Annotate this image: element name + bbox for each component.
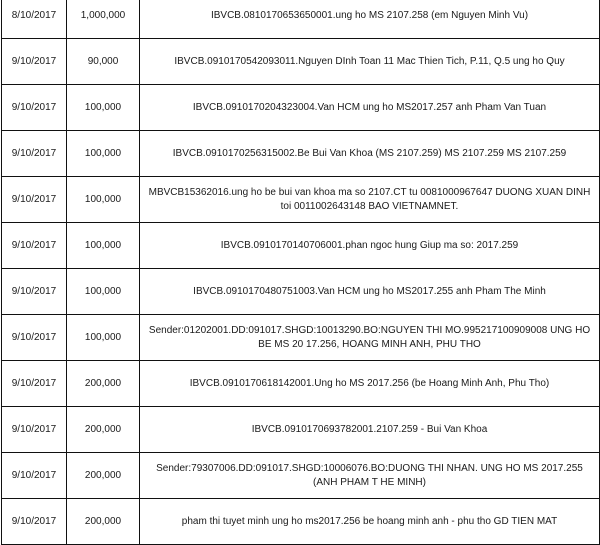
description-cell: Sender:01202001.DD:091017.SHGD:10013290.BO:NGUYEN THI MO.995217100909008 UNG HO BE MS 20 17.256, HOANG MINH ANH, PHU THO	[140, 315, 600, 361]
table-row	[2, 361, 600, 407]
description-cell: IBVCB.0910170480751003.Van HCM ung ho MS2017.255 anh Pham The Minh	[140, 269, 600, 315]
amount-cell: 200,000	[67, 499, 140, 545]
amount-cell: 200,000	[67, 361, 140, 407]
description-cell: IBVCB.0910170140706001.phan ngoc hung Giup ma so: 2017.259	[140, 223, 600, 269]
table-row	[2, 0, 600, 39]
amount-cell: 100,000	[67, 131, 140, 177]
amount-cell: 100,000	[67, 223, 140, 269]
description-cell: MBVCB15362016.ung ho be bui van khoa ma so 2107.CT tu 0081000967647 DUONG XUAN DINH toi 0011002643148 BAO VIETNAMNET.	[140, 177, 600, 223]
amount-cell: 1,000,000	[67, 0, 140, 39]
donation-table-body	[2, 0, 600, 545]
amount-cell: 100,000	[67, 85, 140, 131]
table-row	[2, 499, 600, 545]
description-cell: IBVCB.0810170653650001.ung ho MS 2107.258 (em Nguyen Minh Vu)	[140, 0, 600, 39]
description-cell: IBVCB.0910170256315002.Be Bui Van Khoa (MS 2107.259) MS 2107.259 MS 2107.259	[140, 131, 600, 177]
amount-cell: 90,000	[67, 39, 140, 85]
amount-cell: 200,000	[67, 453, 140, 499]
table-row	[2, 39, 600, 85]
amount-cell: 100,000	[67, 177, 140, 223]
table-row	[2, 269, 600, 315]
table-row	[2, 407, 600, 453]
date-cell: 9/10/2017	[2, 453, 67, 499]
amount-cell: 100,000	[67, 315, 140, 361]
table-row	[2, 85, 600, 131]
description-cell: IBVCB.0910170204323004.Van HCM ung ho MS2017.257 anh Pham Van Tuan	[140, 85, 600, 131]
date-cell: 9/10/2017	[2, 223, 67, 269]
table-row	[2, 315, 600, 361]
date-cell: 9/10/2017	[2, 315, 67, 361]
date-cell: 8/10/2017	[2, 0, 67, 39]
date-cell: 9/10/2017	[2, 39, 67, 85]
description-cell: IBVCB.0910170542093011.Nguyen DInh Toan 11 Mac Thien Tich, P.11, Q.5 ung ho Quy	[140, 39, 600, 85]
table-row	[2, 131, 600, 177]
table-row	[2, 223, 600, 269]
date-cell: 9/10/2017	[2, 85, 67, 131]
date-cell: 9/10/2017	[2, 361, 67, 407]
table-row	[2, 453, 600, 499]
amount-cell: 200,000	[67, 407, 140, 453]
date-cell: 9/10/2017	[2, 499, 67, 545]
table-row	[2, 177, 600, 223]
amount-cell: 100,000	[67, 269, 140, 315]
description-cell: Sender:79307006.DD:091017.SHGD:10006076.BO:DUONG THI NHAN. UNG HO MS 2017.255 (ANH PHAM T HE MINH)	[140, 453, 600, 499]
donation-table	[1, 0, 600, 545]
date-cell: 9/10/2017	[2, 177, 67, 223]
date-cell: 9/10/2017	[2, 131, 67, 177]
description-cell: pham thi tuyet minh ung ho ms2017.256 be hoang minh anh - phu tho GD TIEN MAT	[140, 499, 600, 545]
description-cell: IBVCB.0910170618142001.Ung ho MS 2017.256 (be Hoang Minh Anh, Phu Tho)	[140, 361, 600, 407]
date-cell: 9/10/2017	[2, 269, 67, 315]
date-cell: 9/10/2017	[2, 407, 67, 453]
description-cell: IBVCB.0910170693782001.2107.259 - Bui Van Khoa	[140, 407, 600, 453]
